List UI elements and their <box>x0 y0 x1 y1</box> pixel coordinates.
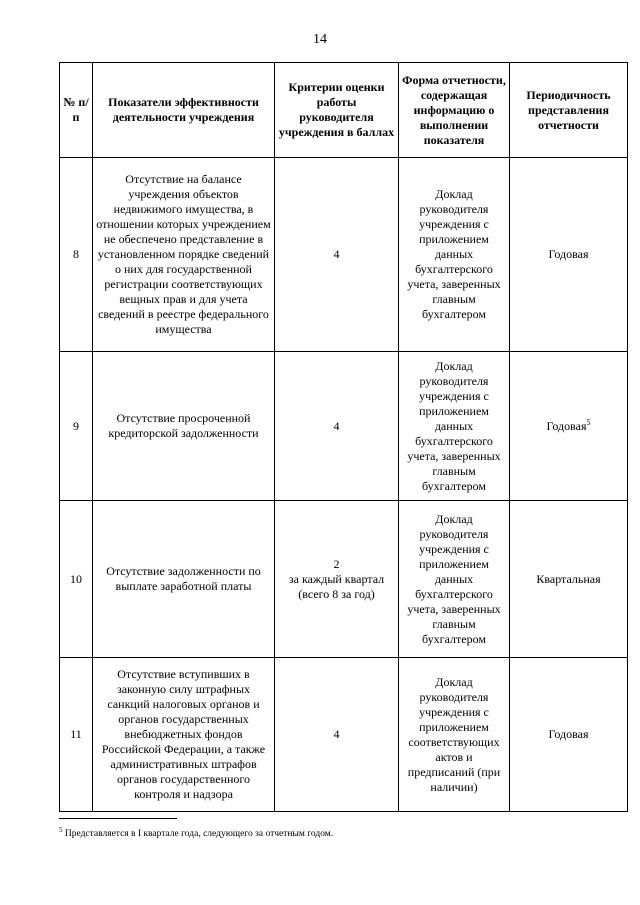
cell-criteria: 4 <box>275 158 399 352</box>
table-row <box>60 658 628 812</box>
performance-indicators-table <box>59 62 628 812</box>
cell-indicator: Отсутствие задолженности по выплате заработной платы <box>93 501 275 658</box>
criteria-line: (всего 8 за год) <box>298 586 375 601</box>
cell-criteria <box>275 501 399 658</box>
cell-period: Годовая <box>510 658 628 812</box>
page-number: 14 <box>313 32 327 47</box>
cell-indicator: Отсутствие на балансе учреждения объектов недвижимого имущества, в отношении которых учреждением не обеспечено представление в установленном порядке сведений о них для государственной регистрации соответствующих вещных прав и для учета сведений в реестре федерального имущества <box>93 158 275 352</box>
header-period: Периодичность представления отчетности <box>510 63 628 158</box>
cell-criteria: 4 <box>275 658 399 812</box>
cell-num: 10 <box>60 501 93 658</box>
table-row <box>60 501 628 658</box>
criteria-line: за каждый квартал <box>288 571 385 586</box>
period-text: Годовая <box>546 418 587 433</box>
cell-form: Доклад руководителя учреждения с приложением данных бухгалтерского учета, заверенных главным бухгалтером <box>399 158 510 352</box>
cell-period: Квартальная <box>510 501 628 658</box>
cell-period: Годовая <box>510 158 628 352</box>
table-row <box>60 352 628 501</box>
footnote-text: Представляется в I квартале года, следующего за отчетным годом. <box>64 829 334 839</box>
header-criteria: Критерии оценки работы руководителя учреждения в баллах <box>275 63 399 158</box>
cell-form: Доклад руководителя учреждения с приложением данных бухгалтерского учета, заверенных главным бухгалтером <box>399 352 510 501</box>
footnote-divider <box>59 818 177 819</box>
cell-num: 11 <box>60 658 93 812</box>
footnote-reference: 5 <box>586 417 591 427</box>
table-row <box>60 158 628 352</box>
cell-indicator: Отсутствие вступивших в законную силу штрафных санкций налоговых органов и органов государственных внебюджетных фондов Российской Федерации, а также административных штрафов органов государственного контроля и надзора <box>93 658 275 812</box>
criteria-value: 2 <box>333 556 340 571</box>
header-form: Форма отчетности, содержащая информацию о выполнении показателя <box>399 63 510 158</box>
cell-num: 9 <box>60 352 93 501</box>
cell-form: Доклад руководителя учреждения с приложением соответствующих актов и предписаний (при наличии) <box>399 658 510 812</box>
cell-indicator: Отсутствие просроченной кредиторской задолженности <box>93 352 275 501</box>
cell-form: Доклад руководителя учреждения с приложением данных бухгалтерского учета, заверенных главным бухгалтером <box>399 501 510 658</box>
cell-num: 8 <box>60 158 93 352</box>
table-header-row <box>60 63 628 158</box>
footnote-mark: 5 <box>59 825 63 834</box>
cell-period <box>510 352 628 501</box>
footnote <box>59 825 334 839</box>
header-num: № п/п <box>60 63 93 158</box>
cell-criteria: 4 <box>275 352 399 501</box>
header-indicator: Показатели эффективности деятельности учреждения <box>93 63 275 158</box>
